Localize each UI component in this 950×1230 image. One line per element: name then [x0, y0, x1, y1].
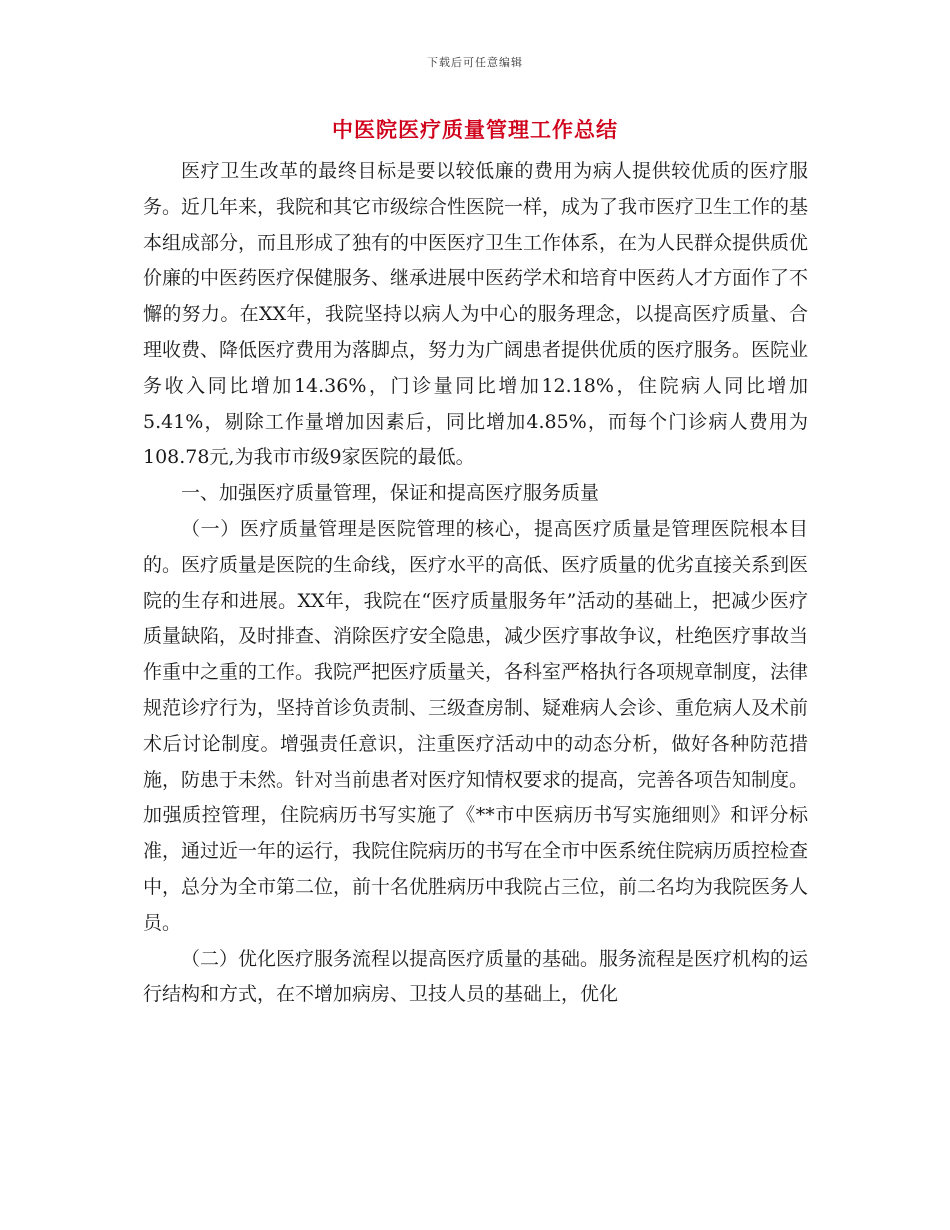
header-note: 下载后可任意编辑: [427, 56, 523, 69]
section-heading-1: 一、加强医疗质量管理，保证和提高医疗服务质量: [181, 482, 600, 505]
document-body: [143, 154, 808, 1013]
paragraph-1-2: （二）优化医疗服务流程以提高医疗质量的基础。服务流程是医疗机构的运行结构和方式，在不增加病房、卫技人员的基础上，优化: [143, 947, 809, 1006]
document-title: 中医院医疗质量管理工作总结: [332, 117, 618, 142]
paragraph-1-1: （一）医疗质量管理是医院管理的核心，提高医疗质量是管理医院根本目的。医疗质量是医院的生命线，医疗水平的高低、医疗质量的优劣直接关系到医院的生存和进展。XX年，我院在“医疗质量服务年”活动的基础上，把减少医疗质量缺陷，及时排查、消除医疗安全隐患，减少医疗事故争议，杜绝医疗事故当作重中之重的工作。我院严把医疗质量关，各科室严格执行各项规章制度，法律规范诊疗行为，坚持首诊负责制、三级查房制、疑难病人会诊、重危病人及术前术后讨论制度。增强责任意识，注重医疗活动中的动态分析，做好各种防范措施，防患于未然。针对当前患者对医疗知情权要求的提高，完善各项告知制度。加强质控管理，住院病历书写实施了《**市中医病历书写实施细则》和评分标准，通过近一年的运行，我院住院病历的书写在全市中医系统住院病历质控检查中，总分为全市第二位，前十名优胜病历中我院占三位，前二名均为我院医务人员。: [143, 517, 809, 934]
paragraph-intro: 医疗卫生改革的最终目标是要以较低廉的费用为病人提供较优质的医疗服务。近几年来，我院和其它市级综合性医院一样，成为了我市医疗卫生工作的基本组成部分，而且形成了独有的中医医疗卫生工作体系，在为人民群众提供质优价廉的中医药医疗保健服务、继承进展中医药学术和培育中医药人才方面作了不懈的努力。在XX年，我院坚持以病人为中心的服务理念，以提高医疗质量、合理收费、降低医疗费用为落脚点，努力为广阔患者提供优质的医疗服务。医院业务收入同比增加14.36%，门诊量同比增加12.18%，住院病人同比增加5.41%，剔除工作量增加因素后，同比增加4.85%，而每个门诊病人费用为108.78元,为我市市级9家医院的最低。: [143, 160, 809, 469]
